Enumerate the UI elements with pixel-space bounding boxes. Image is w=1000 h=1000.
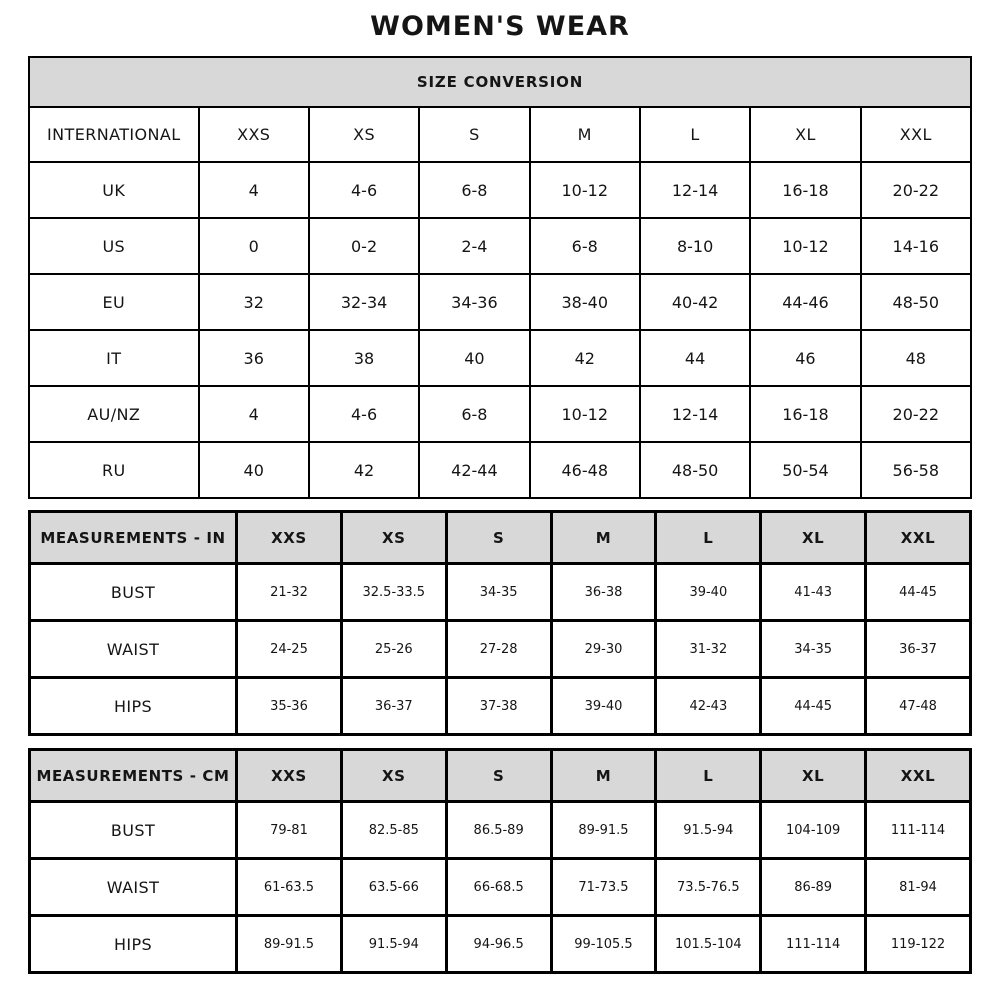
measurement-value-cell: 79-81 — [237, 802, 342, 859]
table-row — [30, 621, 971, 678]
size-value-cell: 38 — [309, 330, 419, 386]
column-header: S — [446, 512, 551, 564]
table-header: SIZE CONVERSION — [29, 57, 971, 107]
row-label: UK — [29, 162, 199, 218]
size-value-cell: 42 — [530, 330, 640, 386]
measurement-value-cell: 36-37 — [866, 621, 971, 678]
measurement-value-cell: 36-38 — [551, 564, 656, 621]
row-label: US — [29, 218, 199, 274]
table-row — [30, 859, 971, 916]
measurement-value-cell: 39-40 — [551, 678, 656, 735]
table-row — [30, 802, 971, 859]
size-value-cell: 16-18 — [750, 162, 860, 218]
row-label: BUST — [30, 802, 237, 859]
size-value-cell: 42 — [309, 442, 419, 498]
column-header: XS — [309, 107, 419, 162]
column-header: L — [640, 107, 750, 162]
size-value-cell: 48-50 — [861, 274, 971, 330]
size-value-cell: 4 — [199, 162, 309, 218]
column-header: XS — [341, 750, 446, 802]
column-header: XXS — [199, 107, 309, 162]
measurements-cm-table — [28, 748, 972, 974]
measurement-value-cell: 81-94 — [866, 859, 971, 916]
size-value-cell: 12-14 — [640, 386, 750, 442]
measurement-value-cell: 89-91.5 — [551, 802, 656, 859]
size-value-cell: 48-50 — [640, 442, 750, 498]
table-row — [30, 678, 971, 735]
measurement-value-cell: 34-35 — [446, 564, 551, 621]
measurement-value-cell: 24-25 — [237, 621, 342, 678]
column-header: XXS — [237, 750, 342, 802]
size-value-cell: 34-36 — [419, 274, 529, 330]
size-value-cell: 4-6 — [309, 386, 419, 442]
measurement-value-cell: 37-38 — [446, 678, 551, 735]
measurements-in-table — [28, 510, 972, 736]
measurement-value-cell: 25-26 — [341, 621, 446, 678]
measurement-value-cell: 91.5-94 — [656, 802, 761, 859]
measurement-value-cell: 42-43 — [656, 678, 761, 735]
row-label: WAIST — [30, 859, 237, 916]
measurement-value-cell: 82.5-85 — [341, 802, 446, 859]
measurement-value-cell: 44-45 — [866, 564, 971, 621]
measurement-value-cell: 111-114 — [866, 802, 971, 859]
size-value-cell: 6-8 — [530, 218, 640, 274]
measurement-value-cell: 73.5-76.5 — [656, 859, 761, 916]
size-value-cell: 10-12 — [530, 162, 640, 218]
column-header: XS — [341, 512, 446, 564]
measurement-value-cell: 31-32 — [656, 621, 761, 678]
row-label: BUST — [30, 564, 237, 621]
size-value-cell: 16-18 — [750, 386, 860, 442]
measurement-value-cell: 44-45 — [761, 678, 866, 735]
column-header: L — [656, 750, 761, 802]
measurement-value-cell: 111-114 — [761, 916, 866, 973]
size-value-cell: 12-14 — [640, 162, 750, 218]
row-label: IT — [29, 330, 199, 386]
measurement-value-cell: 32.5-33.5 — [341, 564, 446, 621]
size-value-cell: 38-40 — [530, 274, 640, 330]
measurement-value-cell: 89-91.5 — [237, 916, 342, 973]
column-header: INTERNATIONAL — [29, 107, 199, 162]
size-value-cell: 4 — [199, 386, 309, 442]
size-value-cell: 20-22 — [861, 162, 971, 218]
measurement-value-cell: 101.5-104 — [656, 916, 761, 973]
measurement-value-cell: 35-36 — [237, 678, 342, 735]
column-header: M — [530, 107, 640, 162]
measurement-value-cell: 47-48 — [866, 678, 971, 735]
measurement-value-cell: 66-68.5 — [446, 859, 551, 916]
size-value-cell: 46-48 — [530, 442, 640, 498]
measurement-value-cell: 61-63.5 — [237, 859, 342, 916]
size-value-cell: 10-12 — [530, 386, 640, 442]
measurement-value-cell: 86.5-89 — [446, 802, 551, 859]
measurement-value-cell: 94-96.5 — [446, 916, 551, 973]
measurement-value-cell: 21-32 — [237, 564, 342, 621]
measurement-value-cell: 104-109 — [761, 802, 866, 859]
measurement-value-cell: 119-122 — [866, 916, 971, 973]
size-value-cell: 36 — [199, 330, 309, 386]
column-header: XL — [761, 512, 866, 564]
measurement-value-cell: 39-40 — [656, 564, 761, 621]
row-label: WAIST — [30, 621, 237, 678]
row-label: RU — [29, 442, 199, 498]
size-value-cell: 44 — [640, 330, 750, 386]
column-header: XXS — [237, 512, 342, 564]
table-row — [29, 274, 971, 330]
size-conversion-table — [28, 56, 972, 499]
table-row — [30, 564, 971, 621]
size-value-cell: 2-4 — [419, 218, 529, 274]
column-header: M — [551, 750, 656, 802]
column-header: M — [551, 512, 656, 564]
measurement-value-cell: 36-37 — [341, 678, 446, 735]
table-row — [30, 916, 971, 973]
table-row — [29, 162, 971, 218]
measurement-value-cell: 86-89 — [761, 859, 866, 916]
measurement-value-cell: 63.5-66 — [341, 859, 446, 916]
size-value-cell: 32 — [199, 274, 309, 330]
measurement-value-cell: 41-43 — [761, 564, 866, 621]
table-header: MEASUREMENTS - CM — [30, 750, 237, 802]
size-value-cell: 42-44 — [419, 442, 529, 498]
column-header: XL — [761, 750, 866, 802]
row-label: AU/NZ — [29, 386, 199, 442]
size-value-cell: 8-10 — [640, 218, 750, 274]
column-header: XXL — [866, 750, 971, 802]
size-value-cell: 50-54 — [750, 442, 860, 498]
table-header-row — [29, 57, 971, 107]
column-header: S — [419, 107, 529, 162]
page-title: WOMEN'S WEAR — [370, 11, 630, 42]
size-value-cell: 40 — [199, 442, 309, 498]
size-value-cell: 44-46 — [750, 274, 860, 330]
table-header: MEASUREMENTS - IN — [30, 512, 237, 564]
row-label: EU — [29, 274, 199, 330]
table-row — [29, 330, 971, 386]
measurement-value-cell: 99-105.5 — [551, 916, 656, 973]
column-header: L — [656, 512, 761, 564]
size-value-cell: 14-16 — [861, 218, 971, 274]
size-value-cell: 32-34 — [309, 274, 419, 330]
size-value-cell: 48 — [861, 330, 971, 386]
row-label: HIPS — [30, 678, 237, 735]
column-header: XXL — [866, 512, 971, 564]
size-value-cell: 10-12 — [750, 218, 860, 274]
size-value-cell: 40 — [419, 330, 529, 386]
size-value-cell: 56-58 — [861, 442, 971, 498]
size-value-cell: 6-8 — [419, 386, 529, 442]
size-value-cell: 0-2 — [309, 218, 419, 274]
column-header: XXL — [861, 107, 971, 162]
column-header: S — [446, 750, 551, 802]
size-value-cell: 4-6 — [309, 162, 419, 218]
column-header-row — [29, 107, 971, 162]
size-value-cell: 20-22 — [861, 386, 971, 442]
table-row — [29, 386, 971, 442]
measurement-value-cell: 91.5-94 — [341, 916, 446, 973]
table-row — [29, 442, 971, 498]
measurement-value-cell: 71-73.5 — [551, 859, 656, 916]
size-value-cell: 46 — [750, 330, 860, 386]
measurement-value-cell: 29-30 — [551, 621, 656, 678]
table-header-row — [30, 512, 971, 564]
measurement-value-cell: 34-35 — [761, 621, 866, 678]
size-value-cell: 40-42 — [640, 274, 750, 330]
column-header: XL — [750, 107, 860, 162]
size-value-cell: 0 — [199, 218, 309, 274]
table-header-row — [30, 750, 971, 802]
row-label: HIPS — [30, 916, 237, 973]
measurement-value-cell: 27-28 — [446, 621, 551, 678]
table-row — [29, 218, 971, 274]
size-value-cell: 6-8 — [419, 162, 529, 218]
